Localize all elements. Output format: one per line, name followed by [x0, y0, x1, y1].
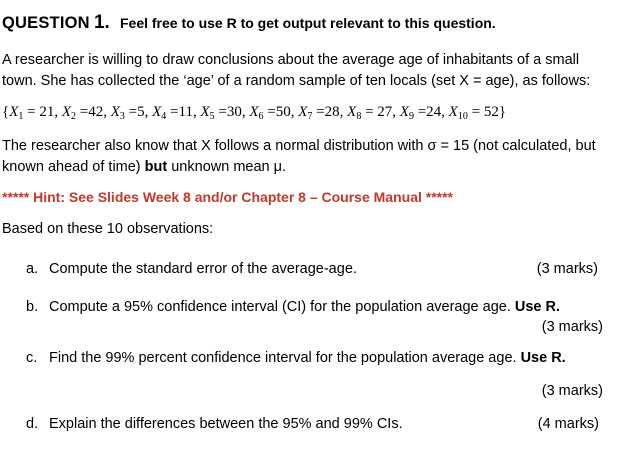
item-b-text-line: [49, 298, 560, 316]
item-c-label: c.: [26, 350, 38, 366]
dataset-value: 28: [324, 104, 340, 120]
question-title: [2, 10, 496, 37]
assumption-emphasis: but: [144, 159, 168, 175]
dataset-value: 30: [226, 104, 242, 120]
hint-line: ***** Hint: See Slides Week 8 and/or Chapter 8 – Course Manual *****: [2, 189, 454, 205]
dataset-value: 50: [275, 104, 291, 120]
intro-line-1: A researcher is willing to draw conclusions about the average age of inhabitants of a small: [2, 52, 580, 68]
assumption-text-post: unknown mean μ.: [167, 159, 287, 175]
item-a-label: a.: [26, 261, 39, 277]
assumption-line-2: [2, 158, 286, 176]
item-b-label: b.: [26, 299, 39, 315]
dataset-close-brace: }: [498, 104, 507, 120]
item-a-marks: (3 marks): [536, 261, 598, 277]
based-on-line: Based on these 10 observations:: [2, 221, 214, 237]
dataset-value: 11: [178, 104, 193, 120]
assumption-line-1: The researcher also know that X follows a normal distribution with σ = 15 (not calculated, but: [2, 138, 596, 154]
item-c-text: Find the 99% percent confidence interval for the population average age.: [49, 350, 521, 366]
dataset-value: 27: [377, 104, 393, 120]
dataset-value: 52: [483, 104, 499, 120]
item-c-use-r: Use R.: [520, 350, 566, 366]
item-d-marks: (4 marks): [537, 416, 599, 432]
assumption-text-pre: known ahead of time): [2, 159, 145, 175]
dataset-line: {$X_1 = 21$, $X_2 =42$, $X_3 =5$, $X_4 =11$, $X_5 =30$, $X_6 =50$, $X_7 =28$, $X_8 = 27$, $X_9 =24$, $X_{10} = 52$}: [2, 104, 507, 122]
dataset-open-brace: {: [2, 104, 10, 120]
intro-line-2: town. She has collected the ‘age’ of a random sample of ten locals (set X = age), as follows:: [2, 73, 591, 89]
question-description: Feel free to use R to get output relevant to this question.: [119, 15, 496, 31]
dataset-value: 5: [137, 104, 145, 120]
item-b-text: Compute a 95% confidence interval (CI) for the population average age.: [49, 299, 515, 315]
dataset-value: 42: [88, 104, 104, 120]
item-b-marks: (3 marks): [541, 319, 603, 335]
item-d-text: Explain the differences between the 95% and 99% CIs.: [49, 416, 403, 432]
question-number: 1.: [93, 12, 110, 33]
dataset-value: 21: [39, 104, 55, 120]
question-label: QUESTION: [2, 14, 90, 32]
item-c-marks: (3 marks): [541, 383, 603, 399]
item-d-label: d.: [26, 416, 39, 432]
item-a-text: Compute the standard error of the average-age.: [49, 261, 357, 277]
item-c-text-line: [49, 349, 566, 367]
item-b-use-r: Use R.: [514, 299, 561, 315]
dataset-value: 24: [426, 104, 442, 120]
